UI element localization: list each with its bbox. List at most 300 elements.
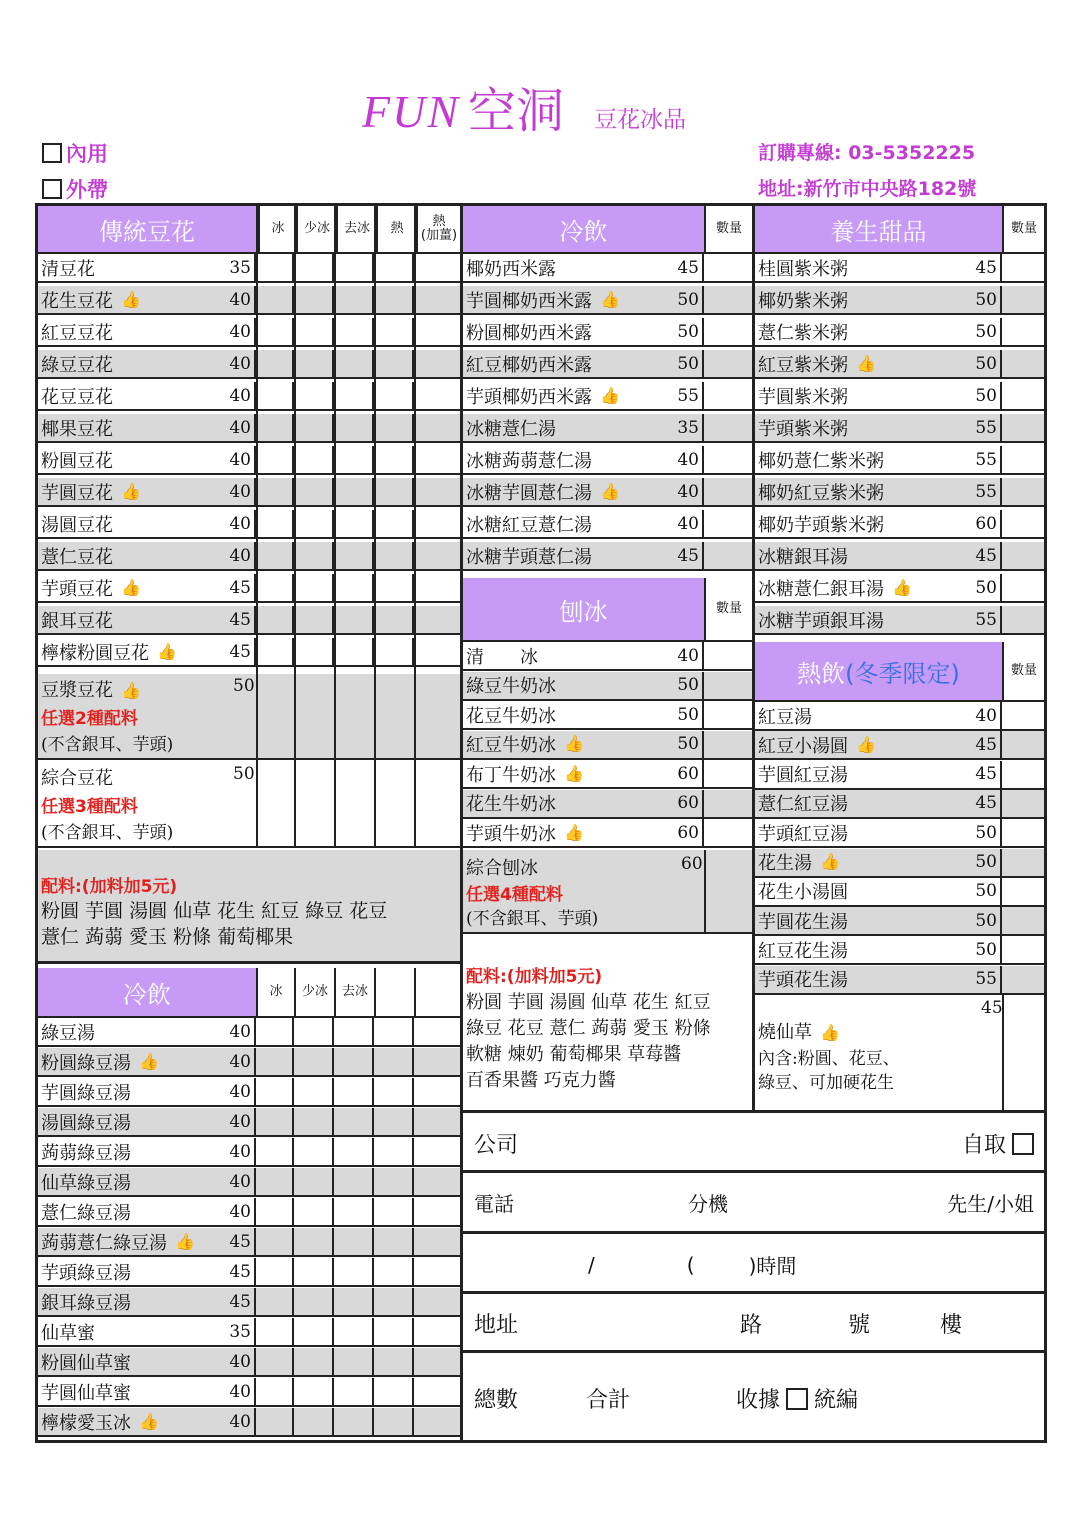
order-cell[interactable] (414, 606, 460, 633)
col-ice: 冰 (258, 206, 296, 252)
order-cell[interactable] (294, 1318, 334, 1345)
item-price: 60 (677, 793, 699, 813)
order-cell[interactable] (294, 1108, 334, 1135)
order-cell[interactable] (256, 1378, 294, 1405)
order-cell[interactable] (414, 318, 460, 345)
order-cell[interactable] (704, 414, 752, 441)
list-item[interactable] (38, 1348, 460, 1377)
order-cell[interactable] (704, 478, 752, 505)
list-item[interactable] (463, 819, 752, 848)
cold-left-section-header: 冷飲 (38, 968, 256, 1016)
list-item[interactable] (38, 254, 460, 283)
order-cell[interactable] (294, 382, 334, 409)
item-label (463, 510, 704, 537)
order-cell[interactable] (294, 286, 334, 313)
order-cell[interactable] (334, 542, 374, 569)
order-cell[interactable] (374, 1378, 414, 1405)
order-cell[interactable] (374, 1348, 414, 1375)
order-cell[interactable] (704, 254, 752, 281)
list-item[interactable] (755, 702, 1044, 731)
order-cell[interactable] (414, 478, 460, 505)
order-cell[interactable] (374, 1408, 414, 1435)
order-cell[interactable] (704, 350, 752, 377)
order-cell[interactable] (256, 478, 294, 505)
order-cell[interactable] (374, 638, 414, 665)
list-item[interactable] (463, 642, 752, 671)
phone-row[interactable] (474, 1188, 1034, 1217)
order-cell[interactable] (294, 606, 334, 633)
order-cell[interactable] (374, 1288, 414, 1315)
order-cell[interactable] (704, 286, 752, 313)
list-item[interactable] (38, 1198, 460, 1227)
order-cell[interactable] (334, 1198, 374, 1225)
order-cell[interactable] (704, 382, 752, 409)
order-cell[interactable] (704, 542, 752, 569)
order-cell[interactable] (334, 574, 374, 601)
order-cell[interactable] (256, 318, 294, 345)
order-cell[interactable] (414, 286, 460, 313)
list-item[interactable] (38, 1228, 460, 1257)
order-cell[interactable] (294, 350, 334, 377)
list-item[interactable] (463, 318, 752, 347)
list-item[interactable] (38, 606, 460, 635)
order-cell[interactable] (294, 510, 334, 537)
order-cell[interactable] (256, 1168, 294, 1195)
item-price: 55 (975, 481, 997, 502)
datetime-row[interactable] (588, 1250, 796, 1279)
order-cell[interactable] (256, 510, 294, 537)
order-cell[interactable] (1002, 849, 1044, 876)
list-item[interactable] (38, 1288, 460, 1317)
order-cell[interactable] (414, 542, 460, 569)
order-cell[interactable] (1002, 574, 1044, 601)
thumbs-up-icon: 👍 (175, 1231, 195, 1251)
list-item[interactable] (38, 1168, 460, 1197)
list-item[interactable] (755, 350, 1044, 379)
order-cell[interactable] (256, 1348, 294, 1375)
pickup-checkbox[interactable] (1012, 1133, 1034, 1155)
order-cell[interactable] (256, 1198, 294, 1225)
list-item[interactable] (755, 254, 1044, 283)
order-cell[interactable] (334, 414, 374, 441)
order-cell[interactable] (294, 1228, 334, 1255)
hot-title: 熱飲 (797, 659, 846, 688)
list-item[interactable] (38, 638, 460, 667)
list-item[interactable] (755, 907, 1044, 936)
order-cell[interactable] (256, 1228, 294, 1255)
order-cell[interactable] (334, 638, 374, 665)
order-cell[interactable] (374, 574, 414, 601)
list-item[interactable] (463, 414, 752, 443)
order-cell[interactable] (374, 478, 414, 505)
order-cell[interactable] (704, 446, 752, 473)
list-item[interactable] (463, 446, 752, 475)
order-cell[interactable] (414, 1078, 460, 1105)
order-cell[interactable] (256, 382, 294, 409)
order-cell[interactable] (334, 1348, 374, 1375)
shaved-toppings-title: 配料:(加料加5元) (466, 967, 603, 987)
list-item[interactable] (463, 286, 752, 315)
order-cell[interactable] (374, 1318, 414, 1345)
order-cell[interactable] (256, 638, 294, 665)
order-cell[interactable] (704, 642, 752, 669)
item-price: 40 (229, 1051, 251, 1072)
list-item[interactable] (38, 1408, 460, 1437)
order-cell[interactable] (256, 1288, 294, 1315)
order-cell[interactable] (414, 638, 460, 665)
order-cell[interactable] (414, 382, 460, 409)
item-name: 冰糖紅豆薏仁湯 (466, 514, 592, 536)
order-cell[interactable] (374, 1198, 414, 1225)
order-cell[interactable] (414, 1048, 460, 1075)
list-item[interactable] (38, 414, 460, 443)
company-row[interactable] (474, 1128, 1034, 1159)
order-cell[interactable] (294, 1378, 334, 1405)
order-cell[interactable] (414, 1288, 460, 1315)
order-cell[interactable] (334, 382, 374, 409)
takeout-checkbox[interactable] (42, 179, 62, 199)
list-item[interactable] (38, 1258, 460, 1287)
order-cell[interactable] (414, 574, 460, 601)
item-name: 芋頭牛奶冰 (466, 823, 556, 845)
item-name: 桂圓紫米粥 (758, 258, 848, 280)
address-row[interactable] (474, 1308, 962, 1339)
order-cell[interactable] (1002, 478, 1044, 505)
list-item[interactable] (755, 966, 1044, 995)
list-item[interactable] (463, 382, 752, 411)
order-cell[interactable] (704, 731, 752, 758)
order-cell[interactable] (374, 350, 414, 377)
order-cell[interactable] (334, 1288, 374, 1315)
item-label (38, 1258, 256, 1285)
list-item[interactable] (755, 574, 1044, 603)
order-cell[interactable] (294, 446, 334, 473)
list-item[interactable] (755, 478, 1044, 507)
divider (463, 1110, 1047, 1113)
soymilk-tofu-row[interactable] (38, 674, 460, 760)
order-cell[interactable] (374, 414, 414, 441)
order-cell[interactable] (374, 318, 414, 345)
list-item[interactable] (38, 446, 460, 475)
order-cell[interactable] (414, 1258, 460, 1285)
order-cell[interactable] (334, 1318, 374, 1345)
order-cell[interactable] (374, 1048, 414, 1075)
list-item[interactable] (463, 254, 752, 283)
order-cell[interactable] (334, 1228, 374, 1255)
order-cell[interactable] (1002, 936, 1044, 963)
item-label (755, 478, 1002, 505)
order-cell[interactable] (414, 1198, 460, 1225)
list-item[interactable] (463, 760, 752, 789)
takeout-option[interactable] (42, 174, 108, 204)
order-cell[interactable] (1002, 702, 1044, 729)
order-cell[interactable] (374, 542, 414, 569)
list-item[interactable] (38, 510, 460, 539)
dine-in-checkbox[interactable] (42, 143, 62, 163)
order-cell[interactable] (294, 1198, 334, 1225)
order-cell[interactable] (334, 1108, 374, 1135)
list-item[interactable] (38, 1078, 460, 1107)
order-cell[interactable] (414, 254, 460, 281)
order-cell[interactable] (294, 318, 334, 345)
list-item[interactable] (755, 318, 1044, 347)
list-item[interactable] (755, 790, 1044, 819)
list-item[interactable] (755, 761, 1044, 790)
order-cell[interactable] (256, 350, 294, 377)
list-item[interactable] (38, 350, 460, 379)
order-cell[interactable] (334, 446, 374, 473)
order-cell[interactable] (1002, 318, 1044, 345)
item-name: 銀耳綠豆湯 (41, 1292, 131, 1314)
list-item[interactable] (38, 1108, 460, 1137)
order-cell[interactable] (334, 1408, 374, 1435)
list-item[interactable] (463, 510, 752, 539)
order-cell[interactable] (256, 574, 294, 601)
list-item[interactable] (38, 478, 460, 507)
order-cell[interactable] (256, 1408, 294, 1435)
order-cell[interactable] (334, 1018, 374, 1045)
combo-shaved-row[interactable] (463, 850, 752, 934)
order-cell[interactable] (1002, 446, 1044, 473)
order-cell[interactable] (294, 1078, 334, 1105)
dine-in-label: 內用 (66, 142, 108, 166)
list-item[interactable] (755, 542, 1044, 571)
list-item[interactable] (755, 936, 1044, 965)
list-item[interactable] (38, 542, 460, 571)
list-item[interactable] (38, 1018, 460, 1047)
order-cell[interactable] (294, 638, 334, 665)
order-cell[interactable] (414, 1408, 460, 1435)
order-cell[interactable] (256, 286, 294, 313)
list-item[interactable] (755, 446, 1044, 475)
order-cell[interactable] (414, 1228, 460, 1255)
order-cell[interactable] (294, 1138, 334, 1165)
order-cell[interactable] (294, 478, 334, 505)
order-cell[interactable] (704, 819, 752, 846)
order-cell[interactable] (334, 350, 374, 377)
order-cell[interactable] (294, 574, 334, 601)
col-hot-ginger (416, 206, 460, 252)
list-item[interactable] (463, 672, 752, 701)
order-cell[interactable] (256, 1018, 294, 1045)
order-cell[interactable] (374, 606, 414, 633)
order-cell[interactable] (414, 414, 460, 441)
list-item[interactable] (38, 286, 460, 315)
col-ice: 冰 (256, 968, 294, 1016)
list-item[interactable] (38, 1318, 460, 1347)
order-cell[interactable] (1002, 761, 1044, 788)
list-item[interactable] (38, 1048, 460, 1077)
list-item[interactable] (755, 731, 1044, 760)
order-cell[interactable] (374, 446, 414, 473)
order-cell[interactable] (374, 254, 414, 281)
order-cell[interactable] (414, 350, 460, 377)
order-cell[interactable] (414, 1108, 460, 1135)
list-item[interactable] (463, 478, 752, 507)
order-cell[interactable] (374, 1258, 414, 1285)
list-item[interactable] (463, 731, 752, 760)
order-cell[interactable] (334, 1138, 374, 1165)
order-cell[interactable] (256, 1318, 294, 1345)
grid-line (256, 206, 258, 848)
order-cell[interactable] (334, 478, 374, 505)
shop-title (362, 72, 686, 141)
item-price: 35 (229, 257, 251, 278)
order-cell[interactable] (414, 1168, 460, 1195)
order-cell[interactable] (374, 382, 414, 409)
order-cell[interactable] (374, 1228, 414, 1255)
order-cell[interactable] (1002, 907, 1044, 934)
list-item[interactable] (38, 318, 460, 347)
order-cell[interactable] (334, 1378, 374, 1405)
order-cell[interactable] (704, 510, 752, 537)
list-item[interactable] (755, 382, 1044, 411)
shaved-toppings-line4: 百香果醬 巧克力醬 (466, 1070, 616, 1091)
order-cell[interactable] (374, 510, 414, 537)
item-price: 40 (229, 417, 251, 438)
list-item[interactable] (755, 819, 1044, 848)
list-item[interactable] (755, 286, 1044, 315)
item-price: 40 (229, 545, 251, 566)
order-cell[interactable] (294, 414, 334, 441)
order-cell[interactable] (334, 318, 374, 345)
soymilk-tofu-name: 豆漿豆花 👍 (41, 680, 141, 701)
order-cell[interactable] (294, 1168, 334, 1195)
receipt-checkbox[interactable] (786, 1388, 808, 1410)
item-name: 蒟蒻綠豆湯 (41, 1142, 131, 1164)
order-cell[interactable] (294, 1048, 334, 1075)
col-hot-ginger-line2: (加薑) (420, 228, 458, 243)
order-cell[interactable] (334, 1048, 374, 1075)
order-cell[interactable] (294, 1288, 334, 1315)
col-hot-ginger-line1: 熱 (432, 213, 446, 229)
order-cell[interactable] (704, 790, 752, 817)
order-cell[interactable] (256, 1078, 294, 1105)
thumbs-up-icon: 👍 (139, 1051, 159, 1071)
order-cell[interactable] (704, 672, 752, 699)
order-cell[interactable] (1002, 790, 1044, 817)
combo-tofu-price: 50 (233, 764, 255, 784)
order-cell[interactable] (334, 1258, 374, 1285)
order-cell[interactable] (334, 254, 374, 281)
order-cell[interactable] (1002, 878, 1044, 905)
list-item[interactable] (463, 701, 752, 730)
order-cell[interactable] (704, 760, 752, 787)
order-cell[interactable] (256, 1048, 294, 1075)
order-cell[interactable] (256, 446, 294, 473)
order-cell[interactable] (294, 254, 334, 281)
item-label (38, 1048, 256, 1075)
list-item[interactable] (755, 510, 1044, 539)
item-name: 椰果豆花 (41, 418, 113, 440)
order-cell[interactable] (1002, 350, 1044, 377)
order-cell[interactable] (414, 446, 460, 473)
order-cell[interactable] (1002, 819, 1044, 846)
list-item[interactable] (463, 790, 752, 819)
order-cell[interactable] (256, 414, 294, 441)
order-cell[interactable] (414, 1018, 460, 1045)
item-price: 40 (229, 481, 251, 502)
list-item[interactable] (755, 878, 1044, 907)
date-slash: / (588, 1252, 595, 1277)
order-cell[interactable] (294, 542, 334, 569)
order-cell[interactable] (1002, 510, 1044, 537)
order-cell[interactable] (334, 1078, 374, 1105)
item-label (463, 414, 704, 441)
list-item[interactable] (38, 382, 460, 411)
order-cell[interactable] (1002, 254, 1044, 281)
order-cell[interactable] (374, 1018, 414, 1045)
item-label (38, 286, 256, 313)
item-price: 50 (975, 822, 997, 843)
order-cell[interactable] (256, 1138, 294, 1165)
item-label (755, 731, 1002, 758)
order-cell[interactable] (294, 1348, 334, 1375)
order-cell[interactable] (414, 510, 460, 537)
order-cell[interactable] (256, 254, 294, 281)
order-cell[interactable] (704, 701, 752, 728)
order-cell[interactable] (704, 318, 752, 345)
order-cell[interactable] (1002, 414, 1044, 441)
list-item[interactable] (463, 542, 752, 571)
order-cell[interactable] (414, 1378, 460, 1405)
grass-jelly-price: 45 (981, 998, 1003, 1018)
order-cell[interactable] (1002, 966, 1044, 993)
order-cell[interactable] (294, 1018, 334, 1045)
list-item[interactable] (38, 574, 460, 603)
order-cell[interactable] (1002, 542, 1044, 569)
order-cell[interactable] (334, 1168, 374, 1195)
list-item[interactable] (38, 1378, 460, 1407)
combo-tofu-row[interactable] (38, 762, 460, 848)
order-cell[interactable] (294, 1258, 334, 1285)
order-cell[interactable] (256, 606, 294, 633)
order-cell[interactable] (414, 1138, 460, 1165)
thumbs-up-icon: 👍 (600, 481, 620, 501)
order-cell[interactable] (334, 510, 374, 537)
order-cell[interactable] (374, 1108, 414, 1135)
list-item[interactable] (463, 350, 752, 379)
order-cell[interactable] (374, 286, 414, 313)
list-item[interactable] (755, 414, 1044, 443)
list-item[interactable] (38, 1138, 460, 1167)
dine-in-option[interactable] (42, 138, 108, 168)
order-cell[interactable] (256, 1108, 294, 1135)
order-cell[interactable] (294, 1408, 334, 1435)
order-cell[interactable] (414, 1348, 460, 1375)
totals-row[interactable] (474, 1383, 858, 1414)
order-cell[interactable] (374, 1138, 414, 1165)
receipt-label: 收據 (736, 1388, 781, 1413)
order-cell[interactable] (1002, 606, 1044, 633)
item-price: 40 (229, 1201, 251, 1222)
order-cell[interactable] (374, 1078, 414, 1105)
list-item[interactable] (755, 606, 1044, 635)
order-cell[interactable] (256, 1258, 294, 1285)
order-cell[interactable] (414, 1318, 460, 1345)
grid-line (374, 206, 376, 848)
grass-jelly-row[interactable] (755, 994, 1044, 1110)
order-cell[interactable] (1002, 382, 1044, 409)
order-cell[interactable] (334, 606, 374, 633)
item-name: 花豆牛奶冰 (466, 705, 556, 727)
order-cell[interactable] (374, 1168, 414, 1195)
order-cell[interactable] (334, 286, 374, 313)
order-cell[interactable] (1002, 731, 1044, 758)
order-cell[interactable] (1002, 286, 1044, 313)
order-cell[interactable] (256, 542, 294, 569)
list-item[interactable] (755, 849, 1044, 878)
